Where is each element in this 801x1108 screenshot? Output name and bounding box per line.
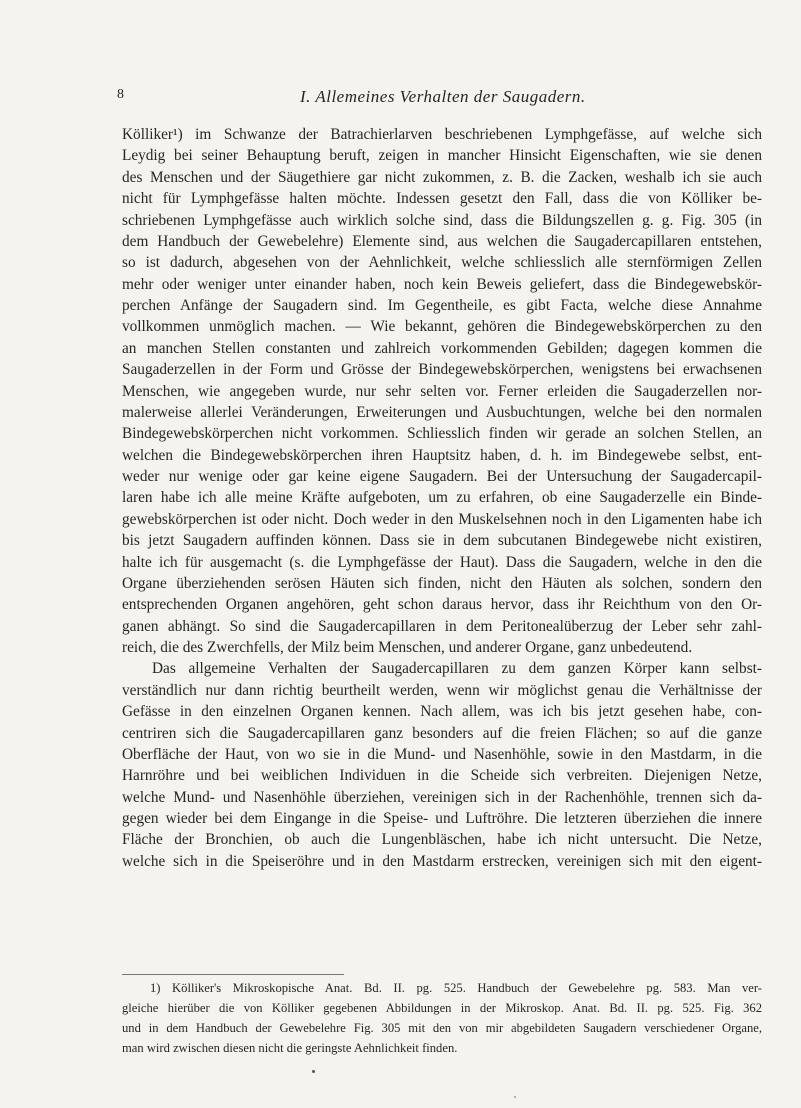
text-line: ganen abhängt. So sind die Saugadercapillaren in dem Peritonealüberzug der Leber sehr zahl- bbox=[122, 617, 762, 635]
text-line: Leydig bei seiner Behauptung beruft, zeigen in mancher Hinsicht Eigenschaften, wie sie denen bbox=[122, 147, 762, 165]
footnote-line: gleiche hierüber die von Kölliker gegebenen Abbildungen in der Mikroskop. Anat. Bd. II. pg. 525. Fig. 362 bbox=[122, 1001, 762, 1015]
text-line: entsprechenden Organen angehören, geht schon daraus hervor, dass ihr Reichthum von den Or- bbox=[122, 596, 762, 614]
text-line: bis jetzt Saugadern auffinden können. Dass sie in dem subcutanen Bindegewebe nicht existiren, bbox=[122, 532, 762, 550]
text-line: perchen Anfänge der Saugadern sind. Im Gegentheile, es gibt Facta, welche diese Annahme bbox=[122, 297, 762, 314]
text-line: Bindegewebskörperchen nicht vorkommen. Schliesslich finden wir gerade an solchen Stellen, an bbox=[122, 425, 762, 443]
text-line: Harnröhre und bei weiblichen Individuen in die Scheide sich verbreiten. Diejenigen Netze, bbox=[122, 767, 762, 785]
footnote bbox=[122, 978, 762, 1058]
text-line: malerweise allerlei Veränderungen, Erweiterungen und Ausbuchtungen, welche bei den normalen bbox=[122, 403, 762, 421]
body-text bbox=[122, 124, 762, 872]
text-line: mehr oder weniger unter einander haben, noch kein Beweis geliefert, dass die Bindegewebskör- bbox=[122, 275, 762, 293]
text-line: so ist dadurch, abgesehen von der Aehnlichkeit, welche schliesslich alle sternförmigen Zellen bbox=[122, 254, 762, 272]
text-line: welchen die Bindegewebskörperchen ihren Hauptsitz haben, d. h. im Bindegewebe selbst, ent- bbox=[122, 446, 762, 464]
text-line: nicht für Lymphgefässe halten möchte. Indessen gesetzt den Fall, dass die von Kölliker be- bbox=[122, 190, 762, 208]
text-line: halte ich für ausgemacht (s. die Lymphgefässe der Haut). Dass die Saugadern, welche in den die bbox=[122, 553, 762, 571]
footnote-line: man wird zwischen diesen nicht die geringste Aehnlichkeit finden. bbox=[122, 1041, 458, 1055]
text-line: Menschen, wie angegeben wurde, nur sehr selten vor. Ferner erleiden die Saugaderzellen nor- bbox=[122, 382, 762, 400]
footnote-divider bbox=[122, 974, 344, 975]
running-title: I. Allemeines Verhalten der Saugadern. bbox=[300, 87, 586, 106]
text-line: Oberfläche der Haut, von wo sie in die Mund- und Nasenhöhle, sowie in den Mastdarm, in die bbox=[122, 745, 762, 763]
text-line: Fläche der Bronchien, ob auch die Lungenbläschen, habe ich nicht untersucht. Die Netze, bbox=[122, 831, 762, 849]
text-line: Saugaderzellen in der Form und Grösse der Bindegewebskörperchen, wenigstens bei erwachsenen bbox=[122, 361, 762, 379]
footnote-line: 1) Kölliker's Mikroskopische Anat. Bd. II. pg. 525. Handbuch der Gewebelehre pg. 583. Man ver- bbox=[150, 981, 762, 995]
text-line: vollkommen unmöglich machen. — Wie bekannt, gehören die Bindegewebskörperchen zu den bbox=[122, 318, 762, 336]
paragraph-start-line: Das allgemeine Verhalten der Saugadercapillaren zu dem ganzen Körper kann selbst- bbox=[152, 660, 762, 678]
text-line: an manchen Stellen constanten und zahlreich vorkommenden Gebilden; dagegen kommen die bbox=[122, 339, 762, 357]
text-line: Kölliker¹) im Schwanze der Batrachierlarven beschriebenen Lymphgefässe, auf welche sich bbox=[122, 126, 762, 143]
page-number: 8 bbox=[117, 87, 124, 102]
text-line: welche Mund- und Nasenhöhle überziehen, vereinigen sich in der Rachenhöhle, trennen sich da- bbox=[122, 788, 762, 806]
text-line: weder nur wenige oder gar keine eigene Saugadern. Bei der Untersuchung der Saugadercapil- bbox=[122, 468, 762, 485]
footnote-line: und in dem Handbuch der Gewebelehre Fig. 305 mit den von mir abgebildeten Saugadern verschiedener Organe, bbox=[122, 1021, 762, 1035]
print-speck bbox=[514, 1096, 516, 1098]
text-line: verständlich nur dann richtig beurtheilt werden, wenn wir möglichst genau die Verhältnisse der bbox=[122, 681, 762, 699]
text-line: welche sich in die Speiseröhre und in den Mastdarm erstrecken, vereinigen sich mit den eigent- bbox=[122, 852, 762, 870]
text-line: schriebenen Lymphgefässe auch wirklich solche sind, dass die Bildungszellen g. g. Fig. 305 (in bbox=[122, 211, 762, 229]
print-speck bbox=[312, 1070, 315, 1073]
text-line: des Menschen und der Säugethiere gar nicht zukommen, z. B. die Zacken, weshalb ich sie auch bbox=[122, 168, 762, 186]
text-line: gewebskörperchen ist oder nicht. Doch weder in den Muskelsehnen noch in den Ligamenten habe ich bbox=[122, 510, 762, 528]
text-line: dem Handbuch der Gewebelehre) Elemente sind, aus welchen die Saugadercapillaren entstehen, bbox=[122, 232, 762, 250]
running-head bbox=[0, 87, 801, 111]
text-line: laren habe ich alle meine Kräfte aufgeboten, um zu erfahren, ob eine Saugaderzelle ein Binde- bbox=[122, 489, 762, 507]
text-line: Organe überziehenden serösen Häuten sich finden, nicht den Häuten als solchen, sondern den bbox=[122, 574, 762, 592]
paragraph-end-line: reich, die des Zwerchfells, der Milz beim Menschen, und anderer Organe, ganz unbedeutend. bbox=[122, 639, 693, 656]
text-line: centriren sich die Saugadercapillaren ganz besonders auf die freien Flächen; so auf die ganze bbox=[122, 724, 762, 742]
text-line: gegen wieder bei dem Eingange in die Speise- und Luftröhre. Die letzteren überziehen die innere bbox=[122, 810, 762, 827]
text-line: Gefässe in den einzelnen Organen kennen. Nach allem, was ich bis jetzt gesehen habe, con- bbox=[122, 703, 762, 721]
